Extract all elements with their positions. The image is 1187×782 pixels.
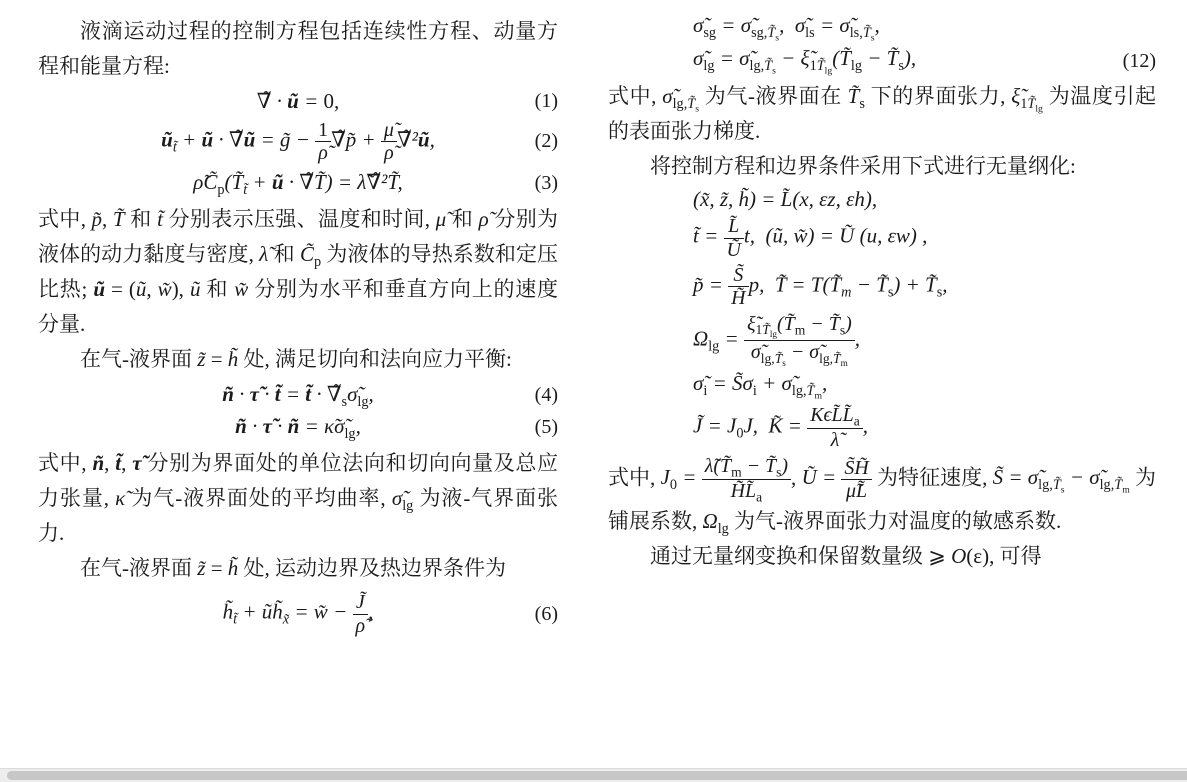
equation-body: (x̃, z̃, h̃) = L̃(x, εz, εh),	[693, 187, 878, 212]
equation-number: (5)	[534, 416, 558, 439]
paragraph: 在气-液界面 z̃ = h̃ 处, 运动边界及热边界条件为	[80, 556, 507, 581]
equation-row	[608, 215, 1156, 261]
equation-row	[38, 89, 558, 114]
equation-body: ñ · τ̃ · ñ = $\kappã\sigmã_{lg}$,	[235, 414, 361, 443]
equation-number: (3)	[534, 171, 558, 194]
paragraph: 通过无量纲变换和保留数量级 ⩾ O(ε), 可得	[650, 544, 1042, 569]
equation-body: $\sigmã_{sg}$ = $\sigmã_{sg,T̃_s}$, $\sigmã_{ls}$ = $\sigmã_{ls,T̃_s}$,	[693, 13, 880, 44]
right-column	[608, 0, 1156, 574]
equation-body: $\sigmã_{lg}$ = $\sigmã_{lg,T̃_s}$ − $\xĩ_{1T̃_{lg}}(T̃_{lg}$ − $T̃_s$),	[693, 46, 917, 77]
paragraph: 在气-液界面 z̃ = h̃ 处, 满足切向和法向应力平衡:	[80, 346, 512, 371]
equation-body: $\rhõC̃_p(T̃_{t̃}$ + ũ · ∇̃T̃) = λ̃∇̃²T̃,	[193, 169, 403, 198]
equation-row	[608, 264, 1156, 310]
scrollbar-thumb[interactable]	[7, 771, 1187, 780]
equation-body: ñ · τ̃ · t̃ = t̃ · $\nablã_s\sigmã_{lg}$,	[222, 381, 374, 410]
equation-body: J̃ = $J_0J$, K̃ = $K\epsilon L̃L̃_a$ λ̃ ,	[693, 404, 868, 452]
paragraph: 液滴运动过程的控制方程包括连续性方程、动量方程和能量方程:	[38, 19, 558, 78]
paragraph: 式中, $J_0$ = $\frac{\lambdã(T̃_m - T̃_s)}{H̃L̃_a}$ , Ũ = $\frac{S̃H̃}{\mũL̃}$ 为特征速度, S̃ = $\sigmã_{lg,T̃_s}$ − $\sigmã_{lg,T̃_m}$ 为铺展系数, $\Omega_{lg}$ 为气-液界面张力对温度的敏感系数.	[608, 454, 1157, 538]
equation-row	[38, 591, 558, 637]
equation-body: $\sigmã_i$ = $S̃\sigma_i$ + $\sigmã_{lg,T̃_m}$,	[693, 370, 828, 402]
horizontal-scrollbar[interactable]	[0, 768, 1187, 782]
paragraph: 式中, $\sigmã_{lg,T̃_s}$ 为气-液界面在 $T̃_s$ 下的界面张力, $\xĩ_{1T̃_{lg}}$ 为温度引起的表面张力梯度.	[608, 84, 1157, 144]
equation-row	[38, 382, 558, 409]
equation-body: $\Omega_{lg}$ = $\frac{\xĩ_{1T̃_{lg}}(T̃_m - T̃_s)}{\sigmã_{lg,T̃_s} - \sigmã_{lg,T̃_m}}$ ,	[693, 312, 860, 368]
equation-body: p̃ = $\frac{S̃}{H̃}$ p, T̃ = $T(T̃_m$ − $T̃_s$) + $T̃_s$,	[693, 263, 948, 310]
equation-number: (1)	[534, 90, 558, 112]
equation-row	[608, 13, 1156, 43]
equation-row	[608, 46, 1156, 76]
equation-number: (6)	[534, 602, 558, 625]
paragraph: 将控制方程和边界条件采用下式进行无量纲化:	[650, 154, 1076, 179]
equation-number: (2)	[534, 130, 558, 153]
left-column	[38, 0, 558, 642]
equation-body: t̃ = $\frac{L̃}{Ũ}$ t, (ũ, w̃) = Ũ (u, εw) ,	[693, 215, 928, 261]
equation-row	[608, 371, 1156, 401]
equation-row	[608, 404, 1156, 452]
equation-row	[38, 119, 558, 165]
equation-body: $h̃_{t̃}$ + $ũh̃_{x̃}$ = w̃ − $\frac{J̃}{\rhõ}$ ,	[222, 591, 374, 637]
equation-body: ∇̃ · ũ = 0,	[256, 89, 340, 113]
equation-number: (12)	[1122, 49, 1156, 72]
equation-row	[38, 414, 558, 441]
equation-number: (4)	[534, 384, 558, 407]
equation-row	[608, 187, 1156, 212]
equation-body: $ũ_{t̃}$ + ũ · ∇̃ũ = g̃ − $\frac{1}{\rhõ}$ ∇̃p̃ + $\frac{\mũ}{\rhõ}$ ∇̃²ũ,	[161, 119, 435, 165]
equation-row	[608, 313, 1156, 368]
paragraph: 式中, ñ, t̃, τ̃ 分别为界面处的单位法向和切向向量及总应力张量, κ̃ 为气-液界面处的平均曲率, $\sigmã_{lg}$ 为液-气界面张力.	[38, 451, 559, 546]
paragraph: 式中, p̃, T̃ 和 t̃ 分别表示压强、温度和时间, μ̃ 和 ρ̃ 分别为液体的动力黏度与密度, λ̃ 和 $C̃_p$ 为液体的导热系数和定压比热; ũ = (ũ, w̃), ũ 和 w̃ 分别为水平和垂直方向上的速度分量.	[38, 206, 559, 336]
equation-row	[38, 170, 558, 197]
